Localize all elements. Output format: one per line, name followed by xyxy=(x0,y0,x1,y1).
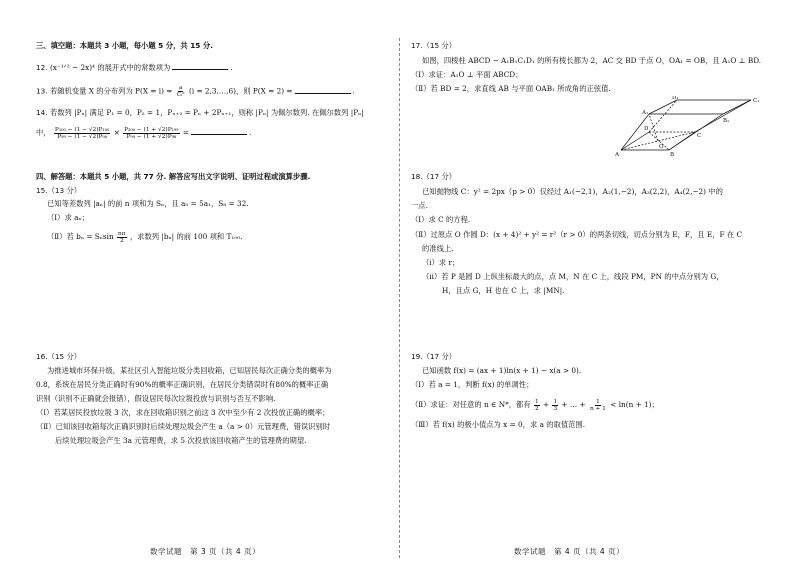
question-18-part-1: （Ⅰ）求 C 的方程. xyxy=(411,215,471,224)
question-15-part-2: （Ⅱ）若 bₙ = Sₙsin $\frac{n\pi}{2}$ ，求数列 |bₙ| 的前 100 项和 T₁₀₀. xyxy=(47,230,243,244)
question-19-stem: 已知函数 f(x) = (ax + 1)ln(x + 1) − x(a > 0). xyxy=(422,366,582,375)
question-18-stem-cont: 一点. xyxy=(411,201,428,210)
question-15-stem: 已知等差数列 |aₙ| 的前 n 项和为 Sₙ，且 a₅ = 5a₁，S₈ = 32. xyxy=(47,199,249,208)
answer-blank[interactable] xyxy=(295,87,351,94)
question-16-number: 16.（15 分） xyxy=(36,352,82,361)
question-15-part-1: （Ⅰ）求 aₙ； xyxy=(47,213,89,222)
label-B1: B₁ xyxy=(723,118,730,124)
label-B: B xyxy=(670,152,675,158)
label-A1: A₁ xyxy=(642,110,649,116)
question-16-line: 识别（识别不正确就会报错），假设居民每次垃圾投放与识别与否互不影响. xyxy=(36,394,276,403)
answer-blank[interactable] xyxy=(172,63,228,70)
question-12: 12. (x⁻¹ᐟ² − 2x)⁴ 的展开式中的常数项为 . xyxy=(36,63,233,72)
question-15-number: 15.（13 分） xyxy=(36,186,82,195)
question-19-number: 19.（17 分） xyxy=(411,352,457,361)
question-16-part-2-cont: 后续处理垃圾会产生 3a 元管理费，求 5 次投放该回收箱产生的管理费的期望. xyxy=(55,436,307,445)
question-14: 14. 若数列 |Pₙ| 满足 P₁ = 0，P₂ = 1，Pₙ₊₂ = Pₙ + 2Pₙ₊₁，则称 |Pₙ| 为佩尔数列. 在佩尔数列 |Pₙ| xyxy=(36,108,364,117)
question-17-stem: 如图，四棱柱 ABCD − A₁B₁C₁D₁ 的所有棱长都为 2，AC 交 BD 于点 O，OA₁ = OB，且 A₁O ⊥ BD. xyxy=(422,56,762,65)
question-18-part-2: （Ⅱ）过原点 O 作圆 D：(x + 4)² + y² = r²（r > 0）的两条切线，切点分别为 E，F，且 E，F 在 C xyxy=(411,230,743,239)
label-D1: D₁ xyxy=(672,96,679,101)
prism-figure xyxy=(615,96,765,158)
question-14-expression: 中， $\frac{\text{P₁₀₀ − (1 − √2)P₁₀₀}}{\text{P₉₉ − (1 − √2)P₉₈}}$ × $\frac{\text{P₂₀₀ − (1 + √2)P₁₉₉}}{\text{P₉₉ − (1 + √2)P₉₈}}$ = . xyxy=(36,126,252,140)
label-D: D xyxy=(644,126,649,132)
question-18-number: 18.（17 分） xyxy=(411,172,457,181)
question-17-part-2: （Ⅱ）若 BD = 2，求直线 AB 与平面 OAB₁ 所成角的正弦值. xyxy=(411,84,611,93)
question-17-number: 17.（15 分） xyxy=(411,41,457,50)
question-19-part-1: （Ⅰ）若 a = 1，判断 f(x) 的单调性； xyxy=(411,380,534,389)
question-13: 13. 若随机变量 X 的分布列为 P(X = i) = $\frac{a}{\text{Cᵢ²}}$ (i = 2,3,…,6)，则 P(X = 2) = . xyxy=(36,85,355,98)
question-18-stem: 已知抛物线 C：y² = 2px（p > 0）仅经过 A₁(−2,1)，A₂(1,−2)，A₃(2,2)，A₄(2,−2) 中的 xyxy=(422,187,723,196)
label-A: A xyxy=(615,152,619,158)
label-C: C xyxy=(697,133,702,139)
question-16-part-1: （Ⅰ）若某居民投放垃圾 3 次，求在回收箱识别之前这 3 次中至少有 2 次投放正确的概率； xyxy=(36,408,330,417)
question-18-part-2-cont: 的准线上. xyxy=(422,244,454,253)
page-footer-3: 数学试题 第 3 页（共 4 页） xyxy=(150,547,261,556)
question-16-line: 为推进城市环保升级，某社区引入智能垃圾分类回收箱，已知居民每次正确分类的概率为 xyxy=(47,366,332,375)
question-16-part-2: （Ⅱ）已知该回收箱每次正确识别时后续处理垃圾会产生 a（a > 0）元管理费，错误识别时 xyxy=(36,422,331,431)
question-18-sub-2-cont: H，且点 G，H 也在 C 上，求 |MN|. xyxy=(442,286,565,295)
question-17-part-1: （Ⅰ）求证：A₁O ⊥ 平面 ABCD； xyxy=(411,70,523,79)
question-16-line: 0.8，系统在居民分类正确时有90%的概率正确识别，在居民分类错误时有80%的概率正确 xyxy=(36,380,329,389)
answer-blank[interactable] xyxy=(191,128,247,135)
label-O: O xyxy=(659,144,664,150)
question-19-part-2: （Ⅱ）求证：对任意的 n ∈ N*，都有 $\frac{1}{2}$ + $\frac{1}{3}$ + … + $\frac{1}{n + 1}$ < ln(n + 1)； xyxy=(411,398,659,412)
question-19-part-3: （Ⅲ）若 f(x) 的极小值点为 x = 0，求 a 的取值范围. xyxy=(411,420,586,429)
page-4 xyxy=(400,0,800,579)
question-18-sub-2: （ⅱ）若 P 是圆 D 上纵坐标最大的点，点 M，N 在 C 上，线段 PM，PN 的中点分别为 G， xyxy=(422,272,724,281)
section-4-title: 四、解答题：本题共 5 小题，共 77 分. 解答应写出文字说明、证明过程或演算步骤. xyxy=(36,172,311,181)
page-footer-4: 数学试题 第 4 页（共 4 页） xyxy=(514,547,625,556)
question-18-sub-1: （ⅰ）求 r； xyxy=(422,258,460,267)
label-C1: C₁ xyxy=(753,98,760,104)
section-3-title: 三、填空题：本题共 3 小题，每小题 5 分，共 15 分. xyxy=(36,41,213,50)
